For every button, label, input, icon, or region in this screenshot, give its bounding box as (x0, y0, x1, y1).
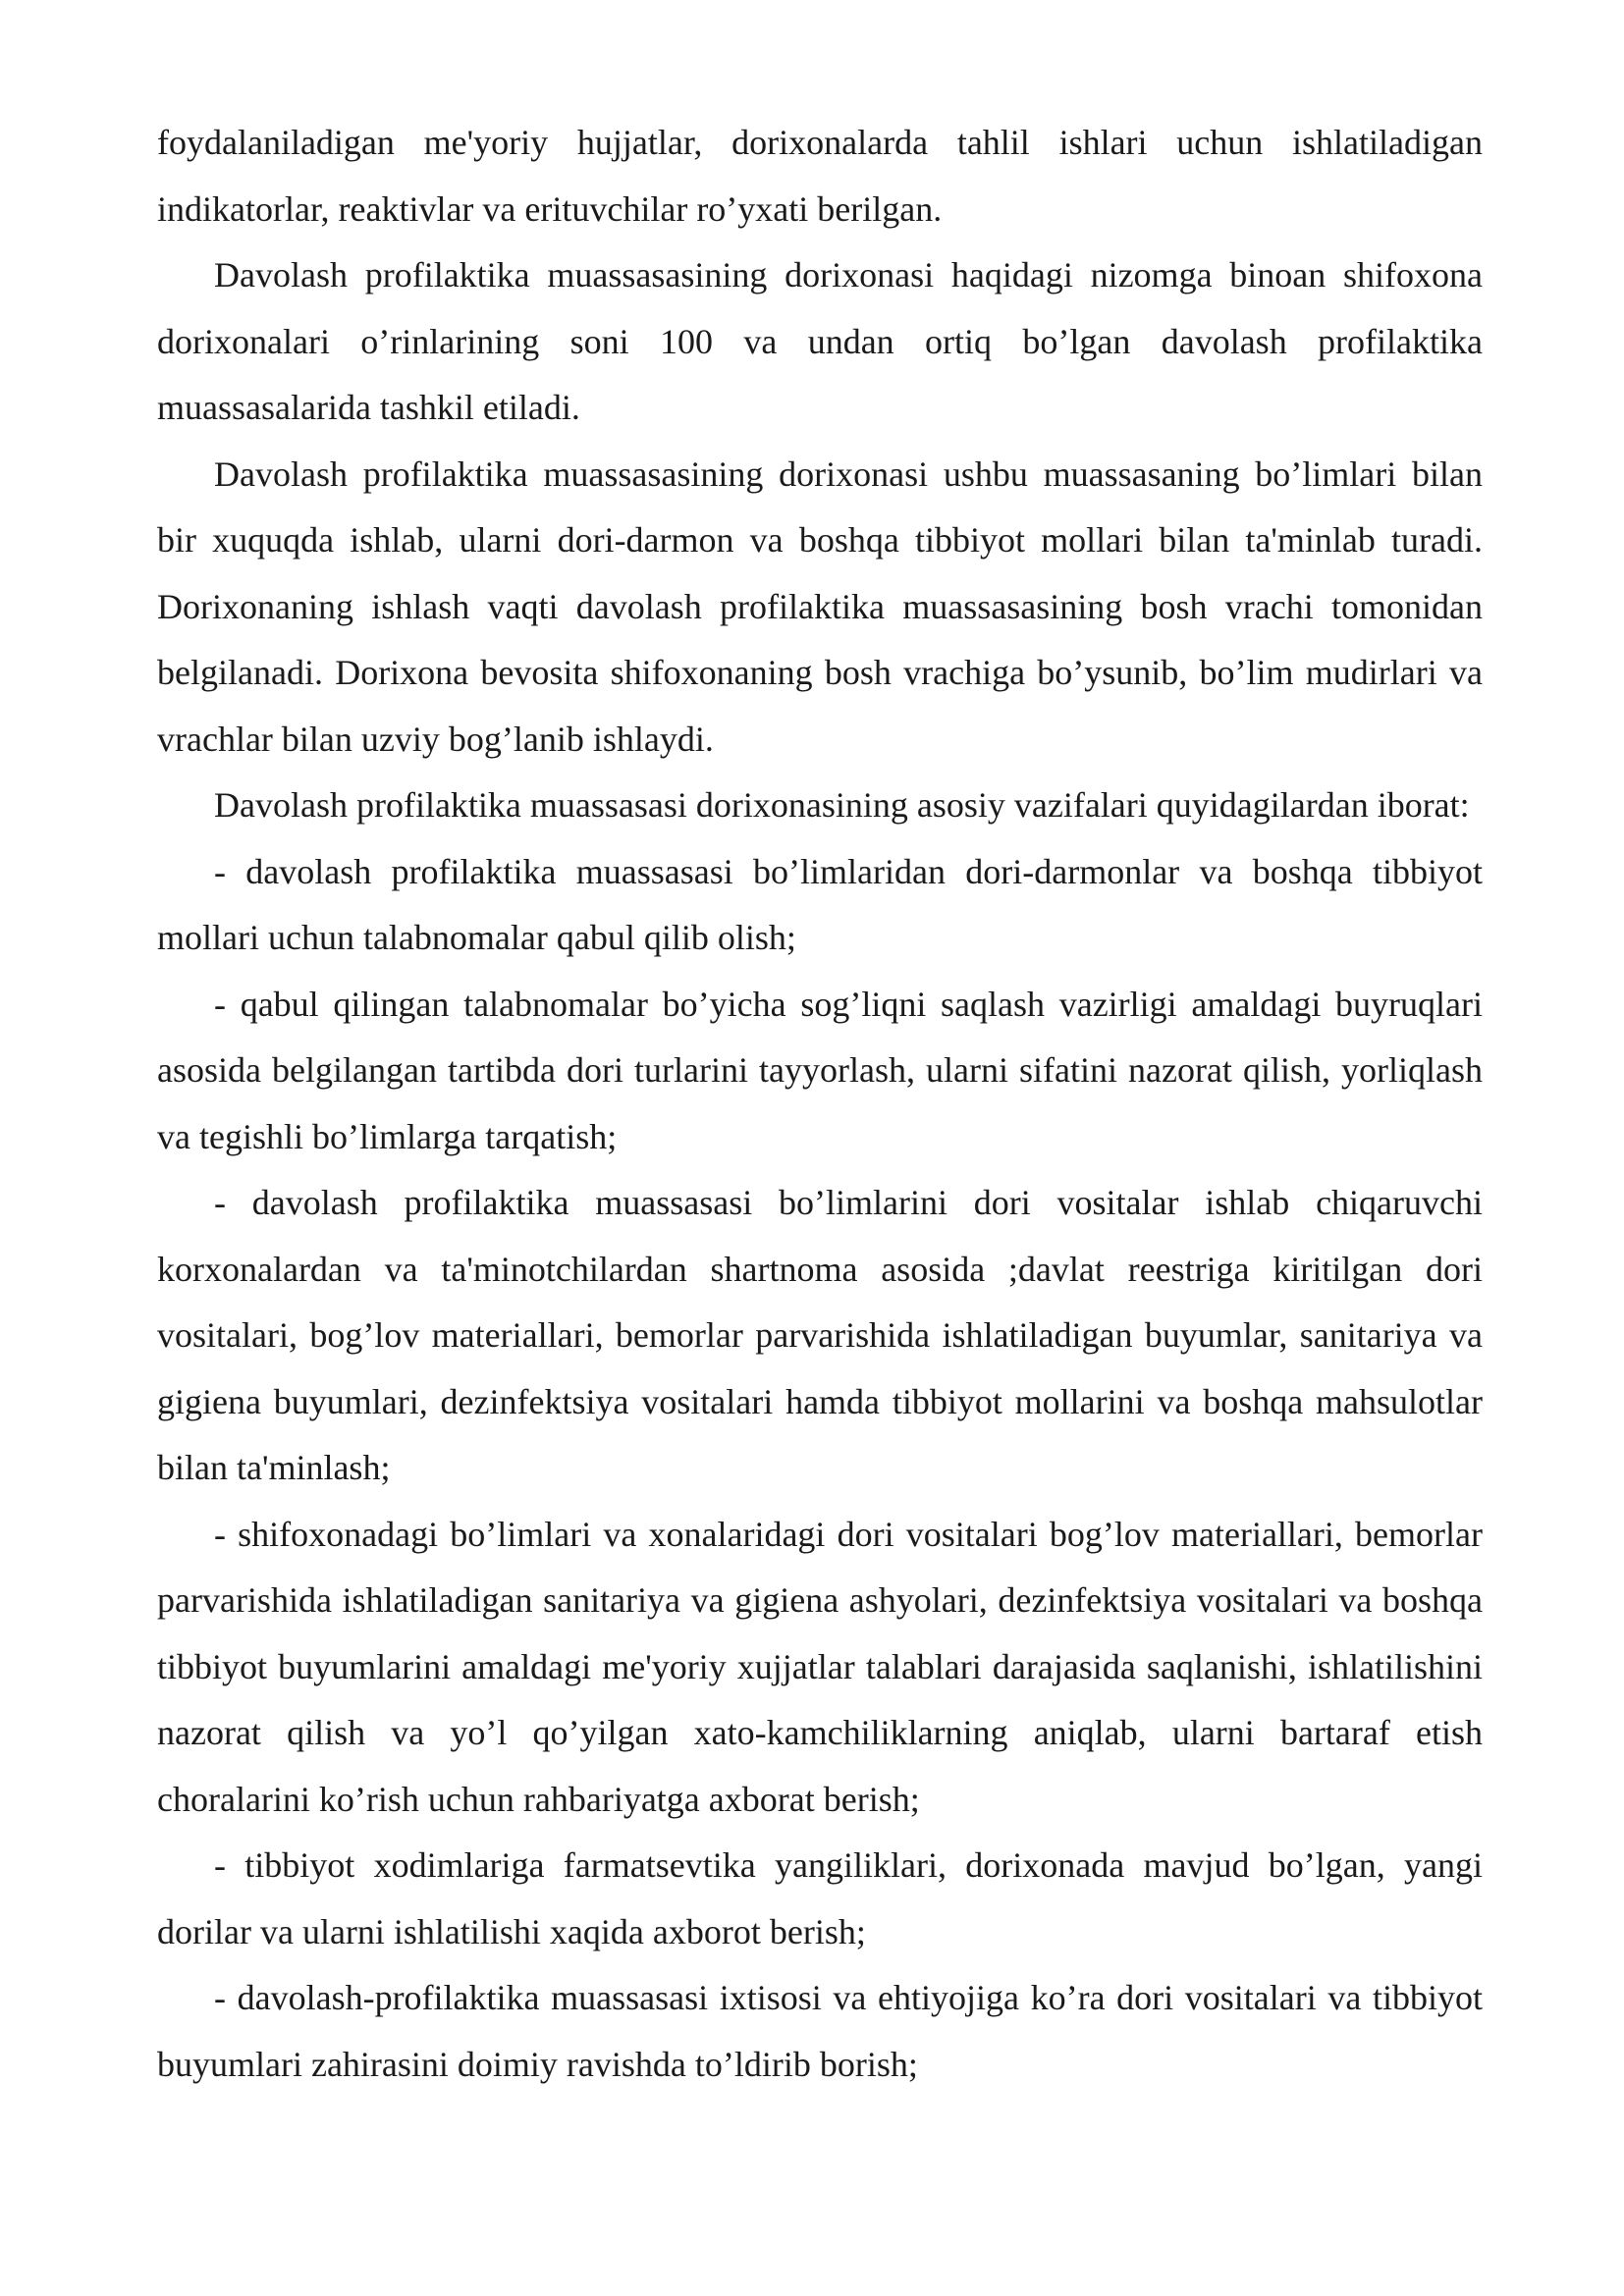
paragraph-hospital-pharmacy-regulation: Davolash profilaktika muassasasining dorixonasi haqidagi nizomga binoan shifoxona dorixonalari o’rinlarining soni 100 va undan ortiq bo’lgan davolash profilaktika muassasalarida tashkil etiladi. (157, 255, 1483, 427)
list-item-task-requisitions: - davolash profilaktika muassasasi bo’limlaridan dori-darmonlar va boshqa tibbiyot mollari uchun talabnomalar qabul qilib olish; (157, 851, 1483, 957)
paragraph-continuation: foydalaniladigan me'yoriy hujjatlar, dorixonalarda tahlil ishlari uchun ishlatiladigan indikatorlar, reaktivlar va erituvchilar ro’yxati berilgan. (157, 123, 1483, 229)
paragraph-pharmacy-operation: Davolash profilaktika muassasasining dorixonasi ushbu muassasaning bo’limlari bilan bir xuquqda ishlab, ularni dori-darmon va boshqa tibbiyot mollari bilan ta'minlab turadi. Dorixonaning ishlash vaqti davolash profilaktika muassasasining bosh vrachi tomonidan belgilanadi. Dorixona bevosita shifoxonaning bosh vrachiga bo’ysunib, bo’lim mudirlari va vrachlar bilan uzviy bog’lanib ishlaydi. (157, 454, 1483, 759)
list-item-task-information: - tibbiyot xodimlariga farmatsevtika yangiliklari, dorixonada mavjud bo’lgan, yangi dorilar va ularni ishlatilishi xaqida axborot berish; (157, 1845, 1483, 1951)
list-item-task-storage-control: - shifoxonadagi bo’limlari va xonalaridagi dori vositalari bog’lov materiallari, bemorlar parvarishida ishlatiladigan sanitariya va gigiena ashyolari, dezinfektsiya vositalari va boshqa tibbiyot buyumlarini amaldagi me'yoriy xujjatlar talablari darajasida saqlanishi, ishlatilishini nazorat qilish va yo’l qo’yilgan xato-kamchiliklarning aniqlab, ularni bartaraf etish choralarini ko’rish uchun rahbariyatga axborat berish; (157, 1514, 1483, 1819)
list-item-task-stock: - davolash-profilaktika muassasasi ixtisosi va ehtiyojiga ko’ra dori vositalari va tibbiyot buyumlari zahirasini doimiy ravishda to’ldirib borish; (157, 1978, 1483, 2084)
document-page (157, 110, 1483, 2098)
list-item-task-preparation: - qabul qilingan talabnomalar bo’yicha sog’liqni saqlash vazirligi amaldagi buyruqlari asosida belgilangan tartibda dori turlarini tayyorlash, ularni sifatini nazorat qilish, yorliqlash va tegishli bo’limlarga tarqatish; (157, 984, 1483, 1156)
paragraph-main-tasks-intro: Davolash profilaktika muassasasi dorixonasining asosiy vazifalari quyidagilardan iborat: (214, 785, 1470, 825)
list-item-task-supply: - davolash profilaktika muassasasi bo’limlarini dori vositalar ishlab chiqaruvchi korxonalardan va ta'minotchilardan shartnoma asosida ;davlat reestriga kiritilgan dori vositalari, bog’lov materiallari, bemorlar parvarishida ishlatiladigan buyumlar, sanitariya va gigiena buyumlari, dezinfektsiya vositalari hamda tibbiyot mollarini va boshqa mahsulotlar bilan ta'minlash; (157, 1183, 1483, 1487)
